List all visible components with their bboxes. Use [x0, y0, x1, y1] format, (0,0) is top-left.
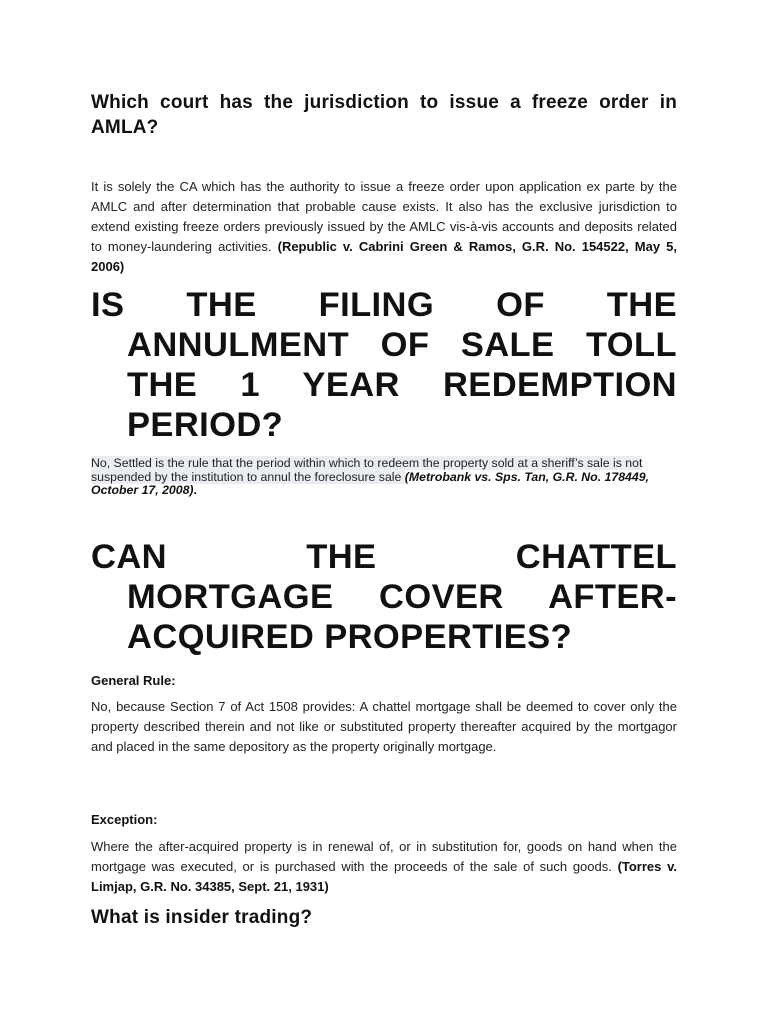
- exception-text: Where the after-acquired property is in renewal of, or in substitution for, goods on hand when the mortgage was executed, or is purchased with the proceeds of the sale of such goods.: [91, 839, 677, 874]
- exception-paragraph: [91, 837, 677, 897]
- general-rule-label: General Rule:: [91, 673, 176, 688]
- amla-answer-text: It is solely the CA which has the authority to issue a freeze order upon application ex parte by the AMLC and after determination that probable cause exists. It also has the exclusive jurisdiction to extend existing freeze orders previously issued by the AMLC vis-à-vis accounts and deposits related to money-laundering activities.: [91, 179, 677, 254]
- redemption-answer-text: No, Settled is the rule that the period within which to redeem the property sold at a sheriff’s sale is not suspended by the institution to annul the foreclosure sale: [91, 456, 643, 484]
- redemption-question-heading: [91, 285, 677, 445]
- redemption-heading-line1: IS THE FILING OF THE: [91, 286, 677, 324]
- chattel-heading-rest: MORTGAGE COVER AFTER-ACQUIRED PROPERTIES?: [127, 578, 677, 656]
- general-rule-paragraph: No, because Section 7 of Act 1508 provides: A chattel mortgage shall be deemed to cover only the property described therein and not like or substituted property thereafter acquired by the mortgagor and placed in the same depository as the property originally mortgage.: [91, 699, 677, 754]
- chattel-heading-line1: CAN THE CHATTEL: [91, 538, 677, 576]
- exception-citation: (Torres v. Limjap, G.R. No. 34385, Sept. 21, 1931): [91, 859, 677, 894]
- redemption-citation: (Metrobank vs. Sps. Tan, G.R. No. 178449, October 17, 2008): [91, 469, 649, 497]
- chattel-question-heading: [91, 537, 677, 657]
- insider-trading-heading: What is insider trading?: [91, 907, 313, 928]
- exception-label: Exception:: [91, 812, 158, 827]
- redemption-heading-rest: ANNULMENT OF SALE TOLL THE 1 YEAR REDEMPTION PERIOD?: [127, 326, 677, 444]
- amla-answer-paragraph: [91, 177, 677, 277]
- redemption-answer-paragraph: [91, 457, 677, 498]
- redemption-citation-end: .: [193, 483, 197, 497]
- amla-citation: (Republic v. Cabrini Green & Ramos, G.R. No. 154522, May 5, 2006): [91, 239, 677, 274]
- amla-question-heading: Which court has the jurisdiction to issue a freeze order in AMLA?: [91, 92, 677, 138]
